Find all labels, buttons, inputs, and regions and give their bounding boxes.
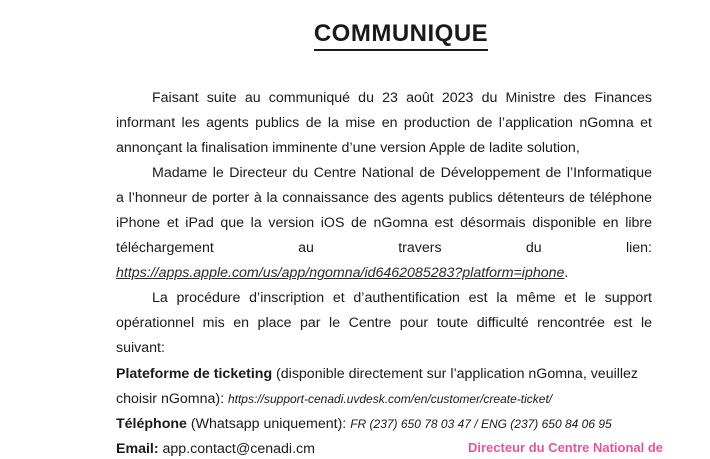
paragraph-3-line-1: La procédure d’inscription et d’authentification est la même et le support	[152, 290, 652, 306]
paragraph-1-line-3: annonçant la finalisation imminente d’une version Apple de ladite solution,	[116, 140, 580, 156]
word: téléchargement	[116, 240, 214, 256]
ticketing-line-1	[116, 364, 652, 384]
paragraph-1-line-1: Faisant suite au communiqué du 23 août 2023 du Ministre des Finances	[152, 90, 652, 106]
paragraph-3-line-3: suivant:	[116, 340, 165, 356]
paragraph-3-line-2: opérationnel mis en place par le Centre pour toute difficulté rencontrée est le	[116, 315, 652, 331]
paragraph-2-link-line	[116, 263, 652, 283]
paragraph-2-line-2: a l’honneur de porter à la connaissance des agents publics détenteurs de téléphone	[116, 190, 652, 206]
telephone-line	[116, 414, 652, 434]
page-title: COMMUNIQUE	[314, 20, 488, 51]
paragraph-2-line-3: iPhone et iPad que la version iOS de nGomna est désormais disponible en libre	[116, 215, 652, 231]
email-label: Email:	[116, 441, 159, 457]
paragraph-2-line-4	[116, 238, 652, 258]
word: du	[525, 240, 542, 256]
word: au	[298, 240, 314, 256]
telephone-numbers: FR (237) 650 78 03 47 / ENG (237) 650 84 06 95	[350, 417, 612, 431]
app-store-link[interactable]: https://apps.apple.com/us/app/ngomna/id6462085283?platform=iphone	[116, 265, 565, 281]
link-suffix: .	[564, 265, 569, 281]
ticketing-text: (disponible directement sur l’application nGomna, veuillez	[272, 366, 639, 382]
paragraph-1-line-2: informant les agents publics de la mise en production de l’application nGomna et	[116, 115, 652, 131]
email-value[interactable]: app.contact@cenadi.cm	[158, 441, 315, 457]
ticketing-url[interactable]: https://support-cenadi.uvdesk.com/en/customer/create-ticket/	[227, 392, 553, 406]
title	[0, 20, 710, 51]
paragraph-2-line-1: Madame le Directeur du Centre National de Développement de l’Informatique	[152, 165, 652, 181]
ticketing-line-2	[116, 389, 652, 409]
telephone-text: (Whatsapp uniquement):	[186, 416, 351, 432]
telephone-label: Téléphone	[116, 416, 187, 432]
signature-stamp: Directeur du Centre National de	[468, 440, 664, 455]
ticketing-text-2: choisir nGomna):	[116, 391, 228, 407]
ticketing-label: Plateforme de ticketing	[116, 366, 273, 382]
word: travers	[398, 240, 442, 256]
word: lien:	[625, 240, 652, 256]
